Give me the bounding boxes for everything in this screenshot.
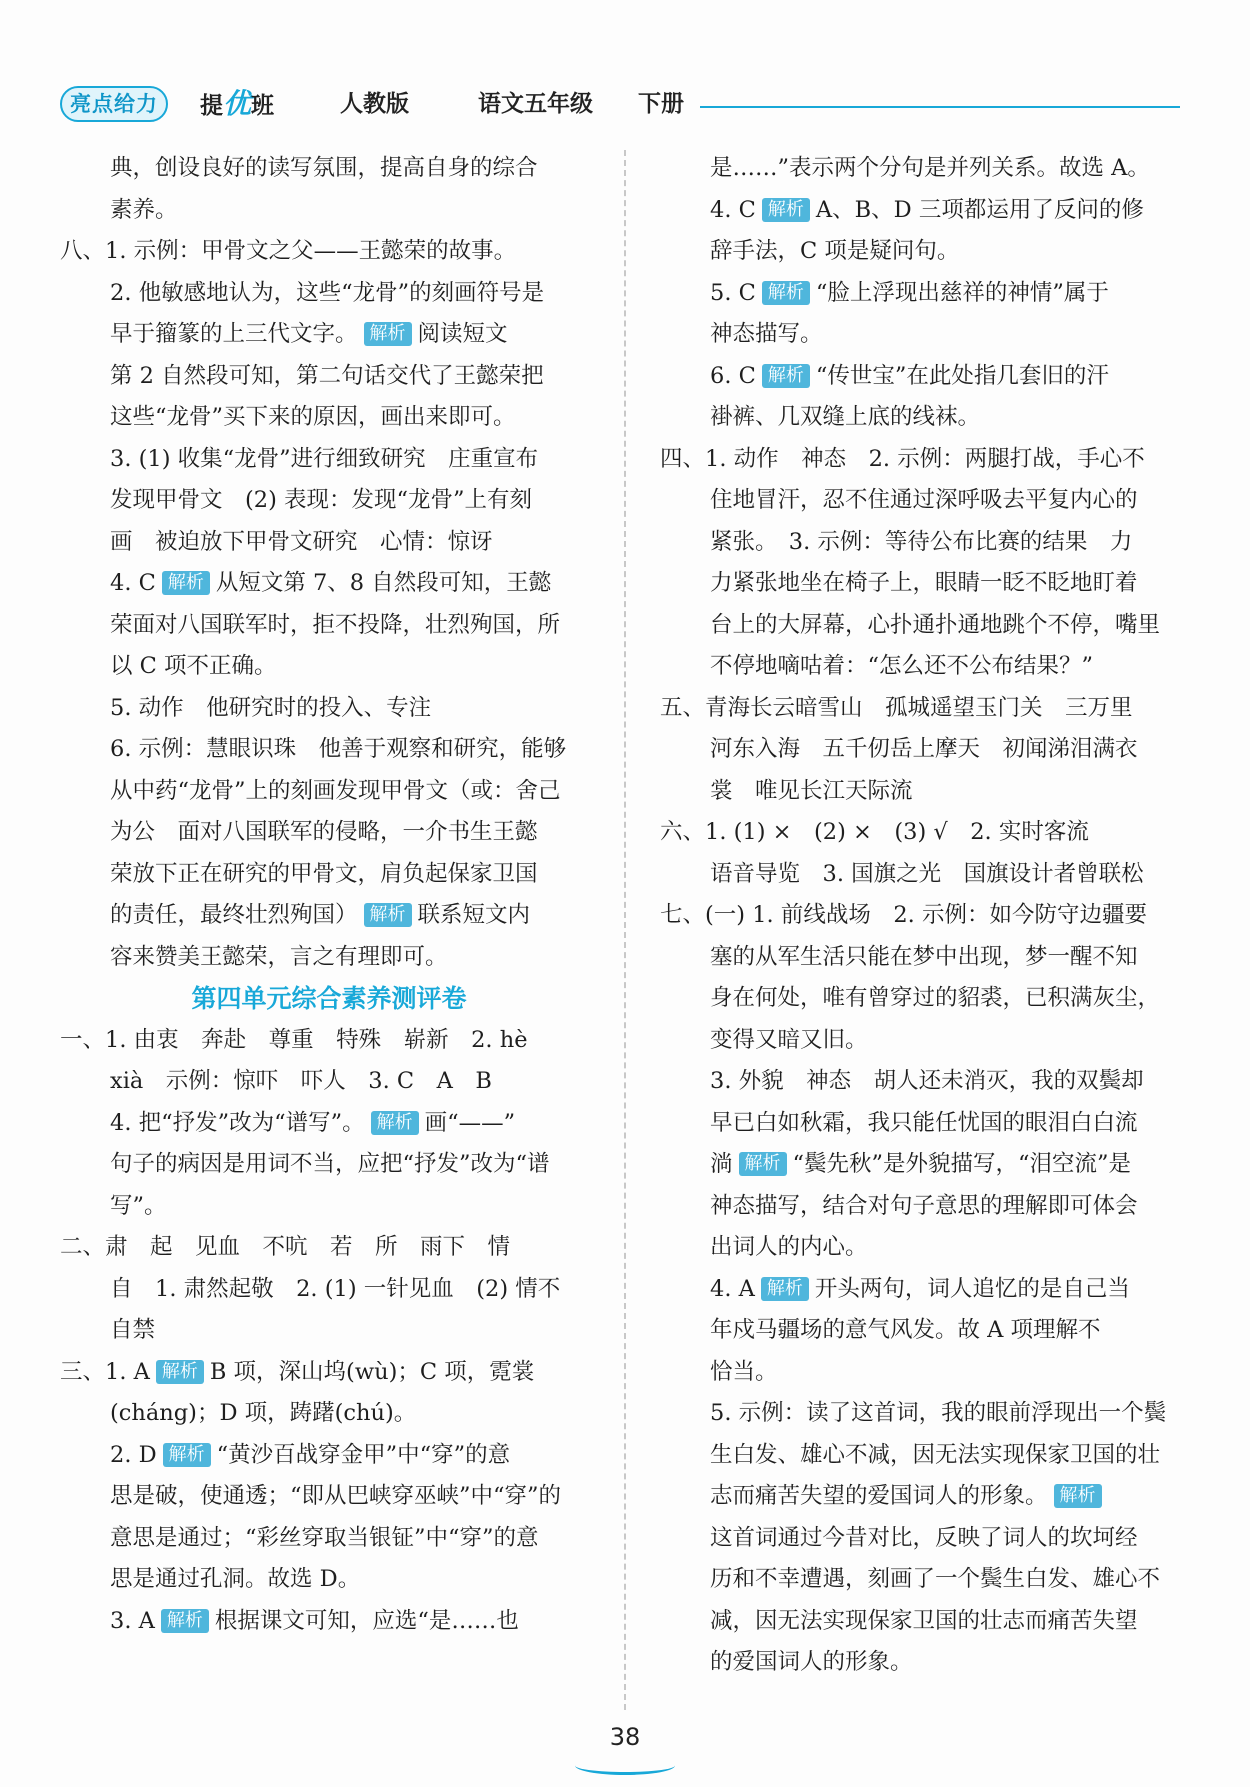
answer-line (60, 729, 598, 771)
subject-label: 语文五年级 (478, 91, 593, 117)
analysis-tag: 解析 (739, 1152, 787, 1176)
answer-text: 恰当。 (710, 1358, 778, 1385)
analysis-text: 开头两句，词人追忆的是自己当 (814, 1275, 1130, 1302)
answer-text: 神态描写，结合对句子意思的理解即可体会 (710, 1192, 1138, 1219)
answer-line (60, 522, 598, 564)
answer-text: 五、青海长云暗雪山 孤城遥望玉门关 三万里 (660, 694, 1133, 721)
answer-line (660, 1435, 1180, 1477)
answer-line (60, 356, 598, 398)
answer-line (660, 1227, 1180, 1269)
answer-text: 4. A (710, 1275, 755, 1302)
page-header (60, 80, 1180, 128)
analysis-tag: 解析 (364, 322, 412, 346)
answer-line (660, 1393, 1180, 1435)
answer-line (60, 771, 598, 813)
edition-label: 人教版 (340, 91, 409, 117)
answer-line (60, 231, 598, 273)
analysis-text: B 项，深山坞(wù)；C 项，霓裳 (209, 1358, 535, 1385)
analysis-text: A、B、D 三项都运用了反问的修 (815, 196, 1144, 223)
answer-line (660, 771, 1180, 813)
answer-line (660, 729, 1180, 771)
answer-line (60, 1310, 598, 1352)
answer-text: 自 1. 肃然起敬 2. (1) 一针见血 (2) 情不 (110, 1275, 561, 1302)
answer-line (660, 1269, 1180, 1311)
answer-line (60, 854, 598, 896)
answer-line (60, 1144, 598, 1186)
analysis-text: 联系短文内 (417, 902, 531, 928)
answer-text: 六、1. (1) × (2) × (3) √ 2. 实时客流 (660, 819, 1089, 845)
answer-line (60, 1393, 598, 1435)
answer-text: 荣面对八国联军时，拒不投降，壮烈殉国，所 (110, 611, 561, 638)
answer-text: 台上的大屏幕，心扑通扑通地跳个不停，嘴里 (710, 611, 1161, 638)
analysis-tag: 解析 (162, 571, 210, 595)
answer-line (60, 1186, 598, 1228)
answer-line (660, 397, 1180, 439)
answer-text: 历和不幸遭遇，刻画了一个鬓生白发、雄心不 (710, 1566, 1161, 1592)
answer-text: 辞手法，C 项是疑问句。 (710, 238, 960, 264)
answer-line (60, 1476, 598, 1518)
analysis-tag: 解析 (762, 281, 810, 305)
page-number: 38 (609, 1723, 641, 1751)
right-column (660, 148, 1180, 1684)
analysis-tag: 解析 (156, 1360, 204, 1384)
answer-text: 思是破，使通透；“即从巴峡穿巫峡”中“穿”的 (110, 1483, 562, 1509)
answer-line (60, 812, 598, 854)
page-number-decoration (575, 1756, 675, 1775)
answer-line (60, 605, 598, 647)
answer-line (660, 314, 1180, 356)
answer-line (660, 231, 1180, 273)
answer-text: 思是通过孔洞。故选 D。 (110, 1566, 361, 1592)
answer-line (660, 937, 1180, 979)
answer-line (660, 190, 1180, 232)
answer-text: 七、(一) 1. 前线战场 2. 示例：如今防守边疆要 (660, 902, 1147, 928)
answer-line (660, 1020, 1180, 1062)
answer-text: 的责任，最终壮烈殉国） (110, 902, 358, 928)
analysis-tag: 解析 (371, 1111, 419, 1135)
answer-line (660, 1103, 1180, 1145)
answer-line (660, 480, 1180, 522)
answer-text: 典，创设良好的读写氛围，提高自身的综合 (110, 155, 538, 181)
answer-line (60, 646, 598, 688)
answer-text: 早已白如秋霜，我只能任忧国的眼泪白白流 (710, 1109, 1138, 1136)
answer-text: 变得又暗又旧。 (710, 1026, 868, 1053)
answer-text: 从中药“龙骨”上的刻画发现甲骨文（或：舍己 (110, 777, 561, 804)
answer-line (660, 1144, 1180, 1186)
answer-text: 出词人的内心。 (710, 1234, 868, 1260)
answer-line (60, 1227, 598, 1269)
answer-line (60, 190, 598, 232)
answer-text: 容来赞美王懿荣，言之有理即可。 (110, 943, 448, 970)
answer-line (60, 1518, 598, 1560)
answer-text: 写”。 (110, 1192, 167, 1219)
answer-line (660, 1642, 1180, 1684)
answer-text: 这些“龙骨”买下来的原因，画出来即可。 (110, 404, 516, 430)
answer-text: 第 2 自然段可知，第二句话交代了王懿荣把 (110, 362, 544, 389)
answer-text: 二、肃 起 见血 不吭 若 所 雨下 情 (60, 1234, 511, 1260)
answer-line (60, 439, 598, 481)
answer-line (660, 522, 1180, 564)
answer-line (60, 688, 598, 730)
answer-text: 5. 示例：读了这首词，我的眼前浮现出一个鬓 (710, 1400, 1167, 1426)
answer-line (660, 688, 1180, 730)
answer-line (660, 895, 1180, 937)
answer-line (660, 1476, 1180, 1518)
answer-text: 4. 把“抒发”改为“谱写”。 (110, 1109, 365, 1136)
brand-logo-badge: 亮点给力 (60, 86, 168, 122)
answer-text: 三、1. A (60, 1358, 150, 1385)
answer-line (60, 1269, 598, 1311)
answer-text: 塞的从军生活只能在梦中出现，梦一醒不知 (710, 943, 1138, 970)
answer-line (660, 1559, 1180, 1601)
answer-line (60, 1020, 598, 1062)
answer-line (660, 439, 1180, 481)
series-title: 提优班 (200, 87, 275, 120)
series-title-highlight: 优 (223, 87, 252, 120)
answer-text: 紧张。 3. 示例：等待公布比赛的结果 力 (710, 528, 1133, 555)
answer-text: 为公 面对八国联军的侵略，一介书生王懿 (110, 819, 538, 845)
volume-label: 下册 (638, 91, 684, 117)
answer-text: 早于籀篆的上三代文字。 (110, 321, 358, 347)
left-column (60, 148, 598, 1642)
answer-text: 荣放下正在研究的甲骨文，肩负起保家卫国 (110, 860, 538, 887)
answer-text: 的爱国词人的形象。 (710, 1649, 913, 1675)
answer-text: 河东入海 五千仞岳上摩天 初闻涕泪满衣 (710, 736, 1138, 762)
analysis-text: “黄沙百战穿金甲”中“穿”的意 (216, 1441, 511, 1468)
answer-line (660, 1352, 1180, 1394)
answer-text: 这首词通过今昔对比，反映了词人的坎坷经 (710, 1524, 1138, 1551)
answer-line (60, 937, 598, 979)
header-rule (700, 106, 1180, 108)
answer-text: 减，因无法实现保家卫国的壮志而痛苦失望 (710, 1607, 1138, 1634)
answer-text: 6. 示例：慧眼识珠 他善于观察和研究，能够 (110, 736, 567, 762)
answer-text: 是……”表示两个分句是并列关系。故选 A。 (710, 155, 1150, 181)
answer-line (660, 273, 1180, 315)
answer-line (60, 1435, 598, 1477)
answer-text: 语音导览 3. 国旗之光 国旗设计者曾联松 (710, 860, 1144, 887)
answer-line (660, 1518, 1180, 1560)
analysis-text: “鬓先秋”是外貌描写，“泪空流”是 (792, 1151, 1132, 1177)
answer-text: xià 示例：惊吓 吓人 3. C A B (110, 1068, 492, 1094)
analysis-text: “传世宝”在此处指几套旧的汗 (815, 362, 1109, 389)
answer-text: 3. 外貌 神态 胡人还未消灭，我的双鬓却 (710, 1068, 1144, 1094)
answer-line (660, 1601, 1180, 1643)
answer-text: 一、1. 由衷 奔赴 尊重 特殊 崭新 2. hè (60, 1026, 528, 1053)
answer-line (660, 1186, 1180, 1228)
answer-line (60, 1601, 598, 1643)
analysis-tag: 解析 (762, 198, 810, 222)
answer-text: 5. 动作 他研究时的投入、专注 (110, 694, 432, 721)
answer-line (660, 1061, 1180, 1103)
answer-line (660, 148, 1180, 190)
answer-text: 八、1. 示例：甲骨文之父——王懿荣的故事。 (60, 238, 517, 264)
answer-line (660, 563, 1180, 605)
answer-text: 意思是通过；“彩丝穿取当银钲”中“穿”的意 (110, 1524, 539, 1551)
answer-text: 自禁 (110, 1317, 156, 1343)
analysis-text: 画“——” (424, 1109, 516, 1136)
answer-text: 志而痛苦失望的爱国词人的形象。 (710, 1483, 1048, 1509)
analysis-tag: 解析 (163, 1443, 211, 1467)
section-title: 第四单元综合素养测评卷 (191, 984, 467, 1013)
answer-text: 4. C (710, 196, 756, 223)
analysis-tag: 解析 (161, 1609, 209, 1633)
analysis-text: 根据课文可知，应选“是……也 (214, 1607, 519, 1634)
answer-line (60, 480, 598, 522)
column-divider (624, 150, 626, 1710)
analysis-tag: 解析 (761, 1277, 809, 1301)
analysis-text: 阅读短文 (417, 321, 508, 347)
answer-line (660, 1310, 1180, 1352)
answer-text: (cháng)；D 项，踌躇(chú)。 (110, 1400, 417, 1426)
analysis-tag: 解析 (1054, 1484, 1102, 1508)
answer-text: 4. C (110, 570, 156, 596)
answer-text: 句子的病因是用词不当，应把“抒发”改为“谱 (110, 1151, 550, 1177)
answer-text: 四、1. 动作 神态 2. 示例：两腿打战，手心不 (660, 445, 1145, 472)
answer-line (660, 854, 1180, 896)
answer-line (60, 273, 598, 315)
answer-line (60, 1103, 598, 1145)
answer-text: 神态描写。 (710, 321, 823, 347)
answer-text: 2. 他敏感地认为，这些“龙骨”的刻画符号是 (110, 279, 545, 306)
answer-text: 5. C (710, 279, 756, 306)
answer-text: 淌 (710, 1151, 733, 1177)
answer-text: 以 C 项不正确。 (110, 653, 277, 679)
answer-text: 力紧张地坐在椅子上，眼睛一眨不眨地盯着 (710, 570, 1138, 596)
answer-text: 3. (1) 收集“龙骨”进行细致研究 庄重宣布 (110, 445, 539, 472)
answer-text: 年戍马疆场的意气风发。故 A 项理解不 (710, 1317, 1101, 1343)
answer-line (60, 397, 598, 439)
answer-line (60, 148, 598, 190)
answer-line (60, 1559, 598, 1601)
analysis-text: 从短文第 7、8 自然段可知，王懿 (215, 570, 552, 596)
answer-text: 身在何处，唯有曾穿过的貂裘，已积满灰尘， (710, 985, 1161, 1011)
answer-line (660, 978, 1180, 1020)
answer-line (660, 646, 1180, 688)
analysis-text: “脸上浮现出慈祥的神情”属于 (815, 279, 1109, 306)
answer-text: 褂裤、几双缝上底的线袜。 (710, 404, 981, 430)
answer-line (60, 1352, 598, 1394)
answer-text: 发现甲骨文 (2) 表现：发现“龙骨”上有刻 (110, 487, 533, 513)
answer-text: 6. C (710, 362, 756, 389)
answer-text: 2. D (110, 1441, 157, 1468)
answer-text: 生白发、雄心不减，因无法实现保家卫国的壮 (710, 1441, 1161, 1468)
answer-text: 3. A (110, 1607, 155, 1634)
answer-line (60, 895, 598, 937)
answer-line (60, 314, 598, 356)
answer-line (660, 812, 1180, 854)
answer-line (60, 1061, 598, 1103)
analysis-tag: 解析 (762, 364, 810, 388)
answer-text: 画 被迫放下甲骨文研究 心情：惊讶 (110, 528, 493, 555)
answer-line (60, 563, 598, 605)
answer-text: 裳 唯见长江天际流 (710, 777, 913, 804)
answer-line (660, 605, 1180, 647)
answer-line (660, 356, 1180, 398)
answer-text: 不停地嘀咕着：“怎么还不公布结果？” (710, 653, 1094, 679)
answer-text: 素养。 (110, 196, 178, 223)
analysis-tag: 解析 (364, 903, 412, 927)
answer-text: 住地冒汗，忍不住通过深呼吸去平复内心的 (710, 487, 1138, 513)
